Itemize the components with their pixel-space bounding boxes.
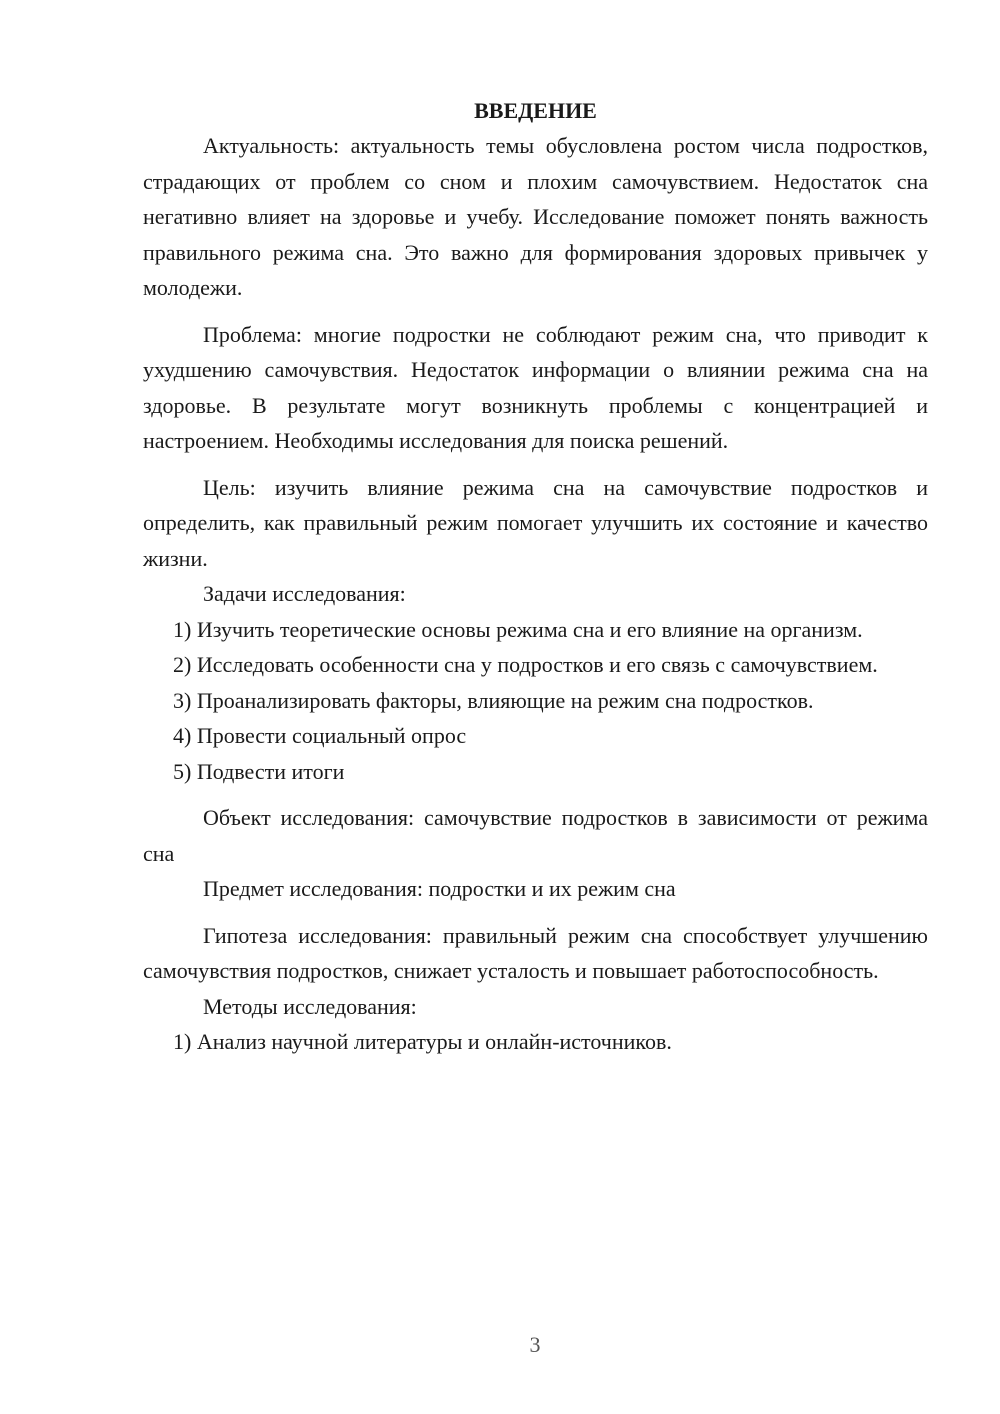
hypothesis-paragraph: Гипотеза исследования: правильный режим сна способствует улучшению самочувствия подростков, снижает усталость и повышает работоспособность. bbox=[143, 922, 928, 983]
task-item: 5) Подвести итоги bbox=[173, 758, 345, 784]
tasks-heading: Задачи исследования: bbox=[203, 581, 406, 606]
page-content bbox=[143, 93, 928, 1060]
methods-heading: Методы исследования: bbox=[203, 993, 417, 1019]
section-title: ВВЕДЕНИЕ bbox=[474, 98, 597, 123]
page-number: 3 bbox=[529, 1332, 541, 1357]
task-item: 3) Проанализировать факторы, влияющие на режим сна подростков. bbox=[173, 687, 814, 713]
task-item: 2) Исследовать особенности сна у подростков и его связь с самочувствием. bbox=[173, 652, 878, 677]
relevance-paragraph: Актуальность: актуальность темы обусловлена ростом числа подростков, страдающих от проблем со сном и плохим самочувствием. Недостаток сна негативно влияет на здоровье и учебу. Исследование поможет понять важность правильного режима сна. Это важно для формирования здоровых привычек у молодежи. bbox=[143, 133, 928, 300]
method-item: 1) Анализ научной литературы и онлайн-источников. bbox=[173, 1029, 672, 1054]
goal-paragraph: Цель: изучить влияние режима сна на самочувствие подростков и определить, как правильный режим помогает улучшить их состояние и качество жизни. bbox=[143, 474, 928, 571]
subject-paragraph: Предмет исследования: подростки и их режим сна bbox=[203, 876, 676, 901]
task-item: 1) Изучить теоретические основы режима сна и его влияние на организм. bbox=[173, 616, 863, 642]
problem-paragraph: Проблема: многие подростки не соблюдают режим сна, что приводит к ухудшению самочувствия. Недостаток информации о влиянии режима сна на здоровье. В результате могут возникнуть проблемы с концентрацией и настроением. Необходимы исследования для поиска решений. bbox=[143, 321, 928, 453]
object-paragraph: Объект исследования: самочувствие подростков в зависимости от режима сна bbox=[143, 805, 928, 866]
task-item: 4) Провести социальный опрос bbox=[173, 723, 467, 748]
